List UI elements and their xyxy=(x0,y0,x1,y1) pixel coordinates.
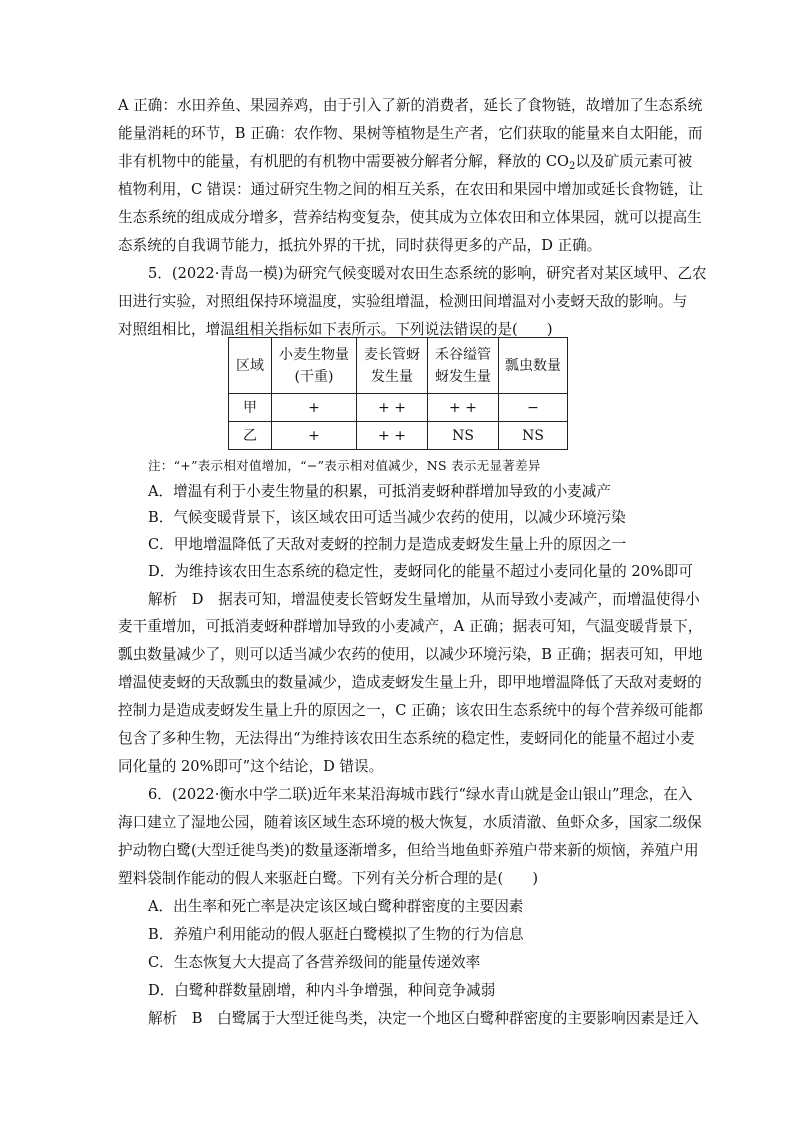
q6-option-d: D．白鹭种群数量剧增，种内斗争增强，种间竞争减弱 xyxy=(148,982,496,999)
table-cell: NS xyxy=(428,422,499,450)
q5-analysis-line: 同化量的 20%即可”这个结论，D 错误。 xyxy=(118,758,384,775)
q5-stem-line: 5．(2022·青岛一模)为研究气候变暖对农田生态系统的影响，研究者对某区域甲、乙农 xyxy=(148,265,707,282)
prev-answer-line: 植物利用，C 错误：通过研究生物之间的相互关系，在农田和果园中增加或延长食物链，让 xyxy=(118,181,703,198)
q6-option-a: A．出生率和死亡率是决定该区域白鹭种群密度的主要因素 xyxy=(148,898,524,915)
table-cell: + + xyxy=(357,394,428,422)
q5-analysis-line: 控制力是造成麦蚜发生量上升的原因之一，C 正确；该农田生态系统中的每个营养级可能都 xyxy=(118,702,703,719)
q5-analysis-line: 麦干重增加，可抵消麦蚜种群增加导致的小麦减产，A 正确；据表可知，气温变暖背景下， xyxy=(118,618,703,635)
prev-answer-line: 能量消耗的环节，B 正确：农作物、果树等植物是生产者，它们获取的能量来自太阳能，而 xyxy=(118,125,703,142)
header-aphid-a: 麦长管蚜 发生量 xyxy=(357,338,428,394)
prev-answer-line: 生态系统的组成成分增多，营养结构变复杂，使其成为立体农田和立体果园，就可以提高生 xyxy=(118,209,702,226)
q6-option-b: B．养殖户利用能动的假人驱赶白鹭模拟了生物的行为信息 xyxy=(148,926,524,943)
q5-data-table xyxy=(228,337,568,450)
q5-option-a: A．增温有利于小麦生物量的积累，可抵消麦蚜种群增加导致的小麦减产 xyxy=(148,483,611,500)
header-region: 区域 xyxy=(229,338,272,394)
q6-stem-line: 塑料袋制作能动的假人来驱赶白鹭。下列有关分析合理的是( ) xyxy=(118,870,539,887)
q6-stem-line: 6．(2022·衡水中学二联)近年来某沿海城市践行“绿水青山就是金山银山”理念，在入 xyxy=(148,786,693,803)
row-region: 甲 xyxy=(229,394,272,422)
table-row xyxy=(229,394,568,422)
q6-stem-line: 海口建立了湿地公园，随着该区域生态环境的极大恢复，水质清澈、鱼虾众多，国家二级保 xyxy=(118,814,702,831)
q6-analysis-line: 解析 B 白鹭属于大型迁徙鸟类，决定一个地区白鹭种群密度的主要影响因素是迁入 xyxy=(148,1010,699,1027)
q5-option-b: B．气候变暖背景下，该区域农田可适当减少农药的使用，以减少环境污染 xyxy=(148,509,626,526)
header-wheat-biomass: 小麦生物量 (干重) xyxy=(272,338,357,394)
q5-analysis-line: 增温使麦蚜的天敌瓢虫的数量减少，造成麦蚜发生量上升，即甲地增温降低了天敌对麦蚜的 xyxy=(118,674,702,691)
q5-stem-line: 田进行实验，对照组保持环境温度，实验组增温，检测田间增温对小麦蚜天敌的影响。与 xyxy=(118,293,688,310)
prev-answer-line: A 正确：水田养鱼、果园养鸡，由于引入了新的消费者，延长了食物链，故增加了生态系统 xyxy=(118,97,703,114)
prev-answer-line: 非有机物中的能量，有机肥的有机物中需要被分解者分解，释放的 $CO_2$以及矿质元素可被 xyxy=(118,153,693,172)
q5-option-c: C．甲地增温降低了天敌对麦蚜的控制力是造成麦蚜发生量上升的原因之一 xyxy=(148,536,627,553)
table-cell: NS xyxy=(499,422,568,450)
table-row xyxy=(229,422,568,450)
table-cell: + xyxy=(272,394,357,422)
table-cell: + + xyxy=(357,422,428,450)
q5-analysis-line: 解析 D 据表可知，增温使麦长管蚜发生量增加，从而导致小麦减产，而增温使得小 xyxy=(148,591,700,608)
q5-option-d: D．为维持该农田生态系统的稳定性，麦蚜同化的能量不超过小麦同化量的 20%即可 xyxy=(148,563,693,580)
q6-stem-line: 护动物白鹭(大型迁徙鸟类)的数量逐渐增多，但给当地鱼虾养殖户带来新的烦恼，养殖户用 xyxy=(118,842,699,859)
table-cell: + xyxy=(272,422,357,450)
table-cell: + + xyxy=(428,394,499,422)
table-cell: − xyxy=(499,394,568,422)
header-ladybug: 瓢虫数量 xyxy=(499,338,568,394)
table-note: 注：“+”表示相对值增加，“−”表示相对值减少，NS 表示无显著差异 xyxy=(148,458,541,473)
prev-answer-line: 态系统的自我调节能力，抵抗外界的干扰，同时获得更多的产品，D 正确。 xyxy=(118,237,602,254)
q6-option-c: C．生态恢复大大提高了各营养级间的能量传递效率 xyxy=(148,954,481,971)
row-region: 乙 xyxy=(229,422,272,450)
q5-analysis-line: 包含了多种生物，无法得出“为维持该农田生态系统的稳定性，麦蚜同化的能量不超过小麦 xyxy=(118,730,695,747)
header-aphid-b: 禾谷缢管 蚜发生量 xyxy=(428,338,499,394)
q5-analysis-line: 瓢虫数量减少了，则可以适当减少农药的使用，以减少环境污染，B 正确；据表可知，甲地 xyxy=(118,646,703,663)
q5-stem-line: 对照组相比，增温组相关指标如下表所示。下列说法错误的是( ) xyxy=(118,321,553,338)
table-header-row xyxy=(229,338,568,394)
